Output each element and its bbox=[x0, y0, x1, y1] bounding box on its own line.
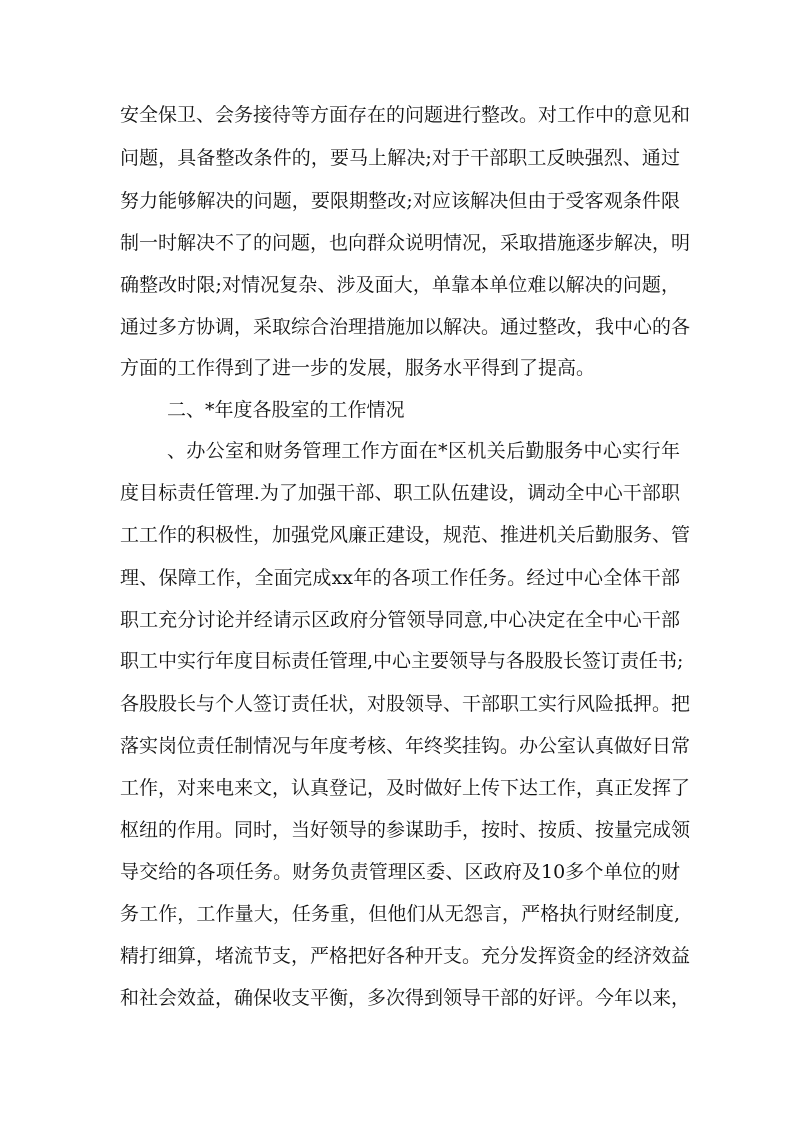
text-line: 度目标责任管理.为了加强干部、职工队伍建设，调动全中心干部职 bbox=[120, 482, 680, 504]
text-line: 和社会效益，确保收支平衡，多次得到领导干部的好评。今年以来， bbox=[120, 987, 691, 1009]
text-line: 通过多方协调，采取综合治理措施加以解决。通过整改，我中心的各 bbox=[120, 316, 691, 338]
text-line: 安全保卫、会务接待等方面存在的问题进行整改。对工作中的意见和 bbox=[120, 104, 691, 126]
text-line: 理、保障工作，全面完成xx年的各项工作任务。经过中心全体干部 bbox=[120, 567, 680, 589]
section-heading: 二、*年度各股室的工作情况 bbox=[167, 399, 405, 421]
text-line: 努力能够解决的问题，要限期整改;对应该解决但由于受客观条件限 bbox=[120, 190, 680, 212]
text-line: 方面的工作得到了进一步的发展，服务水平得到了提高。 bbox=[120, 357, 596, 379]
text-line: 职工中实行年度目标责任管理,中心主要领导与各股股长签订责任书; bbox=[120, 650, 684, 672]
text-line: 务工作，工作量大，任务重，但他们从无怨言，严格执行财经制度, bbox=[120, 903, 680, 925]
text-line: 工工作的积极性，加强党风廉正建设，规范、推进机关后勤服务、管 bbox=[120, 524, 691, 546]
text-line: 确整改时限;对情况复杂、涉及面大，单靠本单位难以解决的问题， bbox=[120, 274, 680, 296]
text-line: 职工充分讨论并经请示区政府分管领导同意,中心决定在全中心干部 bbox=[120, 609, 680, 631]
text-line: 导交给的各项任务。财务负责管理区委、区政府及10多个单位的财 bbox=[120, 861, 680, 883]
text-line: 枢纽的作用。同时，当好领导的参谋助手，按时、按质、按量完成领 bbox=[120, 819, 691, 841]
text-line: 问题，具备整改条件的，要马上解决;对于干部职工反映强烈、通过 bbox=[120, 147, 680, 169]
paragraph-first-line: 、办公室和财务管理工作方面在*区机关后勤服务中心实行年 bbox=[167, 440, 680, 462]
text-line: 落实岗位责任制情况与年度考核、年终奖挂钩。办公室认真做好日常 bbox=[120, 735, 691, 757]
text-line: 各股股长与个人签订责任状，对股领导、干部职工实行风险抵押。把 bbox=[120, 693, 691, 715]
text-line: 工作，对来电来文，认真登记，及时做好上传下达工作，真正发挥了 bbox=[120, 777, 691, 799]
text-line: 精打细算，堵流节支，严格把好各种开支。充分发挥资金的经济效益 bbox=[120, 945, 691, 967]
text-line: 制一时解决不了的问题，也向群众说明情况，采取措施逐步解决，明 bbox=[120, 232, 691, 254]
